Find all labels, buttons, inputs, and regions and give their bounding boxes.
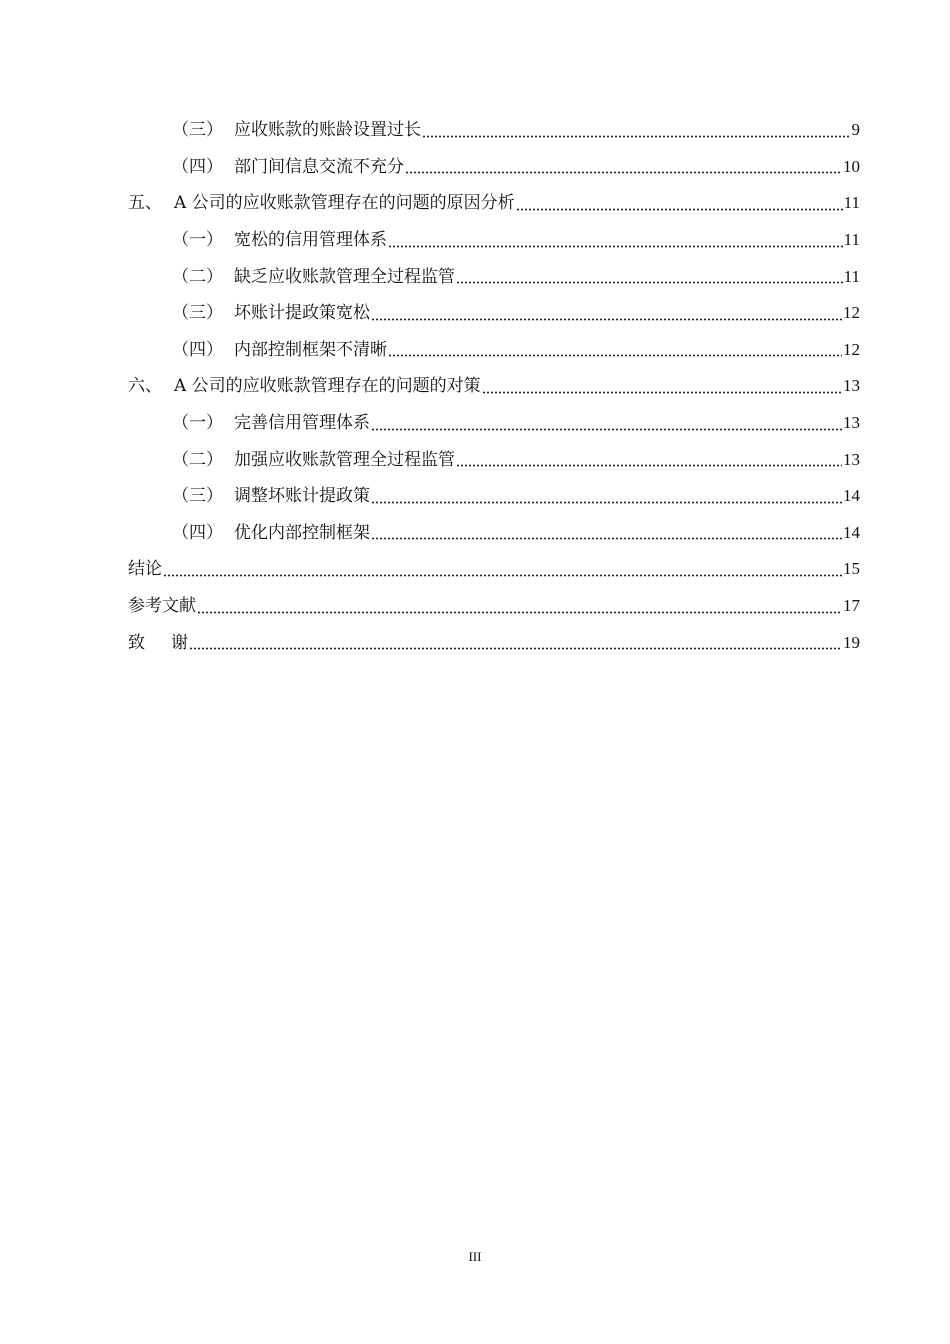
toc-entry-page: 13 <box>843 413 860 433</box>
toc-entry-title: 结论 <box>128 559 162 580</box>
toc-entry-number: 五、 <box>128 193 162 214</box>
toc-entry-page: 14 <box>843 486 860 506</box>
toc-entry[interactable] <box>128 112 860 149</box>
dot-leader <box>456 281 843 284</box>
toc-entry-page: 9 <box>851 120 860 140</box>
toc-entry[interactable] <box>128 149 860 186</box>
dot-leader <box>482 391 842 394</box>
toc-entry-page: 14 <box>843 522 860 542</box>
toc-entry-number: （一） <box>172 413 223 434</box>
toc-entry-title: A 公司的应收账款管理存在的问题的原因分析 <box>174 193 515 214</box>
table-of-contents <box>128 112 860 661</box>
toc-entry-page: 12 <box>843 303 860 323</box>
toc-entry-title: 内部控制框架不清晰 <box>234 339 387 360</box>
toc-entry-number: 六、 <box>128 376 162 397</box>
toc-entry-title: 优化内部控制框架 <box>234 522 370 543</box>
toc-entry-title: 调整坏账计提政策 <box>234 486 370 507</box>
toc-entry-title: 加强应收账款管理全过程监管 <box>234 449 455 470</box>
toc-entry-page: 17 <box>843 596 860 616</box>
toc-entry-number: （四） <box>172 156 223 177</box>
toc-entry[interactable] <box>128 405 860 442</box>
page-number-footer: III <box>468 1249 482 1264</box>
dot-leader <box>388 354 842 357</box>
dot-leader <box>371 537 842 540</box>
toc-entry-page: 15 <box>843 559 860 579</box>
toc-entry[interactable] <box>128 295 860 332</box>
toc-entry[interactable] <box>128 441 860 478</box>
toc-entry-references[interactable] <box>128 588 860 625</box>
dot-leader <box>371 318 842 321</box>
toc-entry-title: 缺乏应收账款管理全过程监管 <box>234 266 455 287</box>
toc-entry-page: 19 <box>843 632 860 652</box>
toc-entry-page: 11 <box>843 266 860 286</box>
toc-entry-title: 部门间信息交流不充分 <box>234 156 404 177</box>
dot-leader <box>388 245 843 248</box>
toc-entry-page: 11 <box>843 193 860 213</box>
toc-entry-title: 致 <box>128 632 145 653</box>
toc-entry-number: （一） <box>172 230 223 251</box>
toc-entry-number: （三） <box>172 120 223 141</box>
toc-entry-number: （二） <box>172 449 223 470</box>
toc-entry[interactable] <box>128 478 860 515</box>
toc-entry-acknowledgements[interactable] <box>128 624 860 661</box>
toc-entry-title: 参考文献 <box>128 596 196 617</box>
toc-entry-page: 10 <box>843 156 860 176</box>
dot-leader <box>405 171 842 174</box>
dot-leader <box>189 647 842 650</box>
toc-entry-page: 13 <box>843 449 860 469</box>
dot-leader <box>371 428 842 431</box>
toc-entry[interactable] <box>128 515 860 552</box>
toc-entry-number: （二） <box>172 266 223 287</box>
toc-entry-conclusion[interactable] <box>128 551 860 588</box>
toc-entry[interactable] <box>128 332 860 369</box>
toc-entry-number: （四） <box>172 522 223 543</box>
dot-leader <box>422 135 851 138</box>
toc-entry-title-second: 谢 <box>171 632 188 653</box>
toc-entry-number: （三） <box>172 486 223 507</box>
toc-entry-number: （三） <box>172 303 223 324</box>
dot-leader <box>371 501 842 504</box>
dot-leader <box>163 574 842 577</box>
dot-leader <box>197 611 842 614</box>
dot-leader <box>456 464 842 467</box>
toc-entry-title: 完善信用管理体系 <box>234 413 370 434</box>
toc-entry-page: 13 <box>843 376 860 396</box>
dot-leader <box>516 208 843 211</box>
toc-entry[interactable] <box>128 368 860 405</box>
toc-entry-number: （四） <box>172 339 223 360</box>
toc-entry-title: 应收账款的账龄设置过长 <box>234 120 421 141</box>
toc-entry[interactable] <box>128 258 860 295</box>
toc-entry-title: 宽松的信用管理体系 <box>234 230 387 251</box>
toc-entry[interactable] <box>128 185 860 222</box>
toc-entry-title: A 公司的应收账款管理存在的问题的对策 <box>174 376 481 397</box>
toc-entry[interactable] <box>128 222 860 259</box>
toc-entry-title: 坏账计提政策宽松 <box>234 303 370 324</box>
toc-entry-page: 11 <box>843 230 860 250</box>
toc-entry-page: 12 <box>843 339 860 359</box>
